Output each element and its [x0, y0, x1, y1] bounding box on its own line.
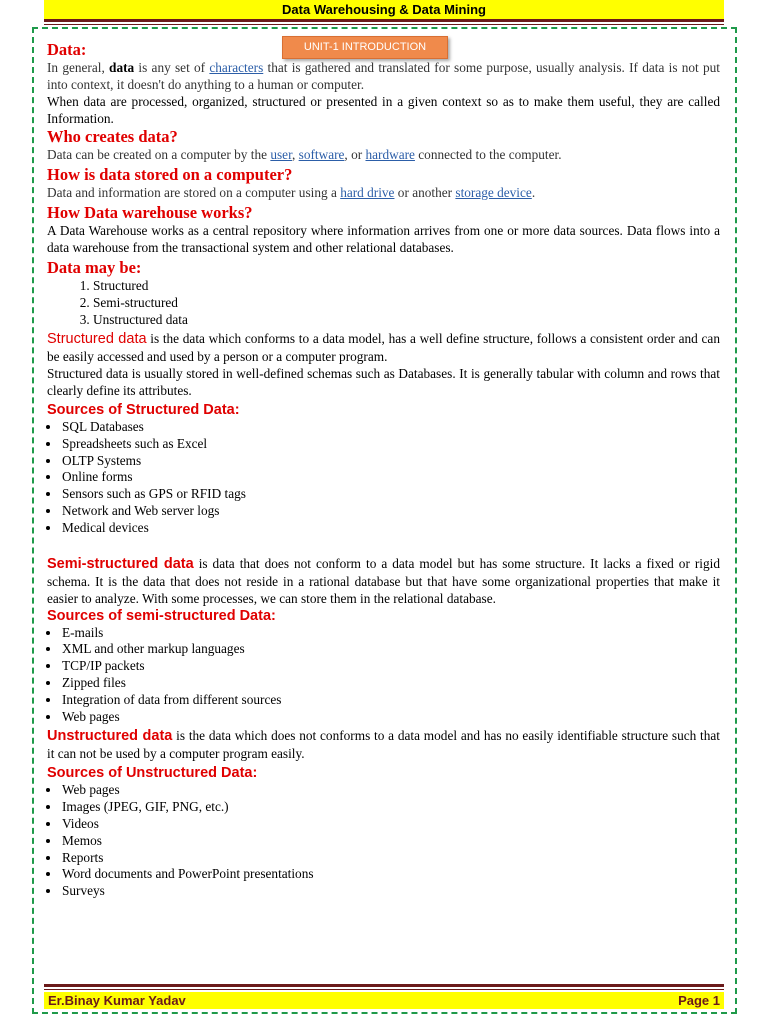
semi-structured-term: Semi-structured data — [47, 555, 194, 572]
list-item: • Web pages — [61, 709, 720, 726]
list-item: • Word documents and PowerPoint presentations — [61, 866, 720, 883]
list-item: • Sensors such as GPS or RFID tags — [61, 486, 720, 503]
list-item: • Medical devices — [61, 520, 720, 537]
heading-data-may-be: Data may be: — [47, 258, 142, 277]
list-item: • Videos — [61, 816, 720, 833]
heading-sources-structured: Sources of Structured Data: — [47, 402, 240, 418]
semi-structured-paragraph — [47, 555, 720, 607]
how-dw-paragraph: A Data Warehouse works as a central repository where information arrives from one or more data sources. Data flows into a data warehouse from the transactional system and other relational databases. — [47, 223, 720, 255]
data-types-list — [47, 277, 720, 328]
structured-sources-list — [47, 419, 720, 537]
text: is the data which conforms to a data model, has a well define structure, follows a consistent order and can be easily accessed and used by a person or a computer program. — [47, 331, 720, 364]
list-item: 3. Unstructured data — [93, 311, 720, 328]
header-rule-thick — [44, 19, 724, 22]
unit-tab: UNIT-1 INTRODUCTION — [282, 36, 448, 59]
hardware-link[interactable]: hardware — [365, 147, 415, 162]
heading-data: Data: — [47, 40, 87, 59]
list-item: • TCP/IP packets — [61, 658, 720, 675]
text: that is gathered and translated for some purpose, usually analysis. If data is not put into context, it doesn't do anything to a human or computer. — [47, 60, 720, 92]
text: connected to the computer. — [414, 147, 562, 162]
text: is the data which does not conforms to a data model and has no easily identifiable structure such that it can not be used by a computer program easily. — [47, 728, 720, 762]
structured-paragraph-2: Structured data is usually stored in well-defined schemas such as Databases. It is generally tabular with column and rows that clearly define its attributes. — [47, 366, 720, 398]
footer-author: Er.Binay Kumar Yadav — [48, 993, 186, 1008]
list-item: • Memos — [61, 833, 720, 850]
footer-rule-thin — [44, 989, 724, 990]
list-item: • Surveys — [61, 883, 720, 900]
who-paragraph — [47, 146, 720, 163]
text: is any set of — [134, 60, 210, 75]
list-item: • Images (JPEG, GIF, PNG, etc.) — [61, 799, 720, 816]
page-header — [44, 0, 724, 19]
list-item: • Network and Web server logs — [61, 503, 720, 520]
header-rule-thin — [44, 24, 724, 25]
text: is data that does not conform to a data model but has some structure. It lacks a fixed or rigid schema. It is the data that does not reside in a rational database but that have some organizational properties that make it easier to analyze. With some processes, we can store them in the relational database. — [47, 555, 720, 606]
header-title: Data Warehousing & Data Mining — [282, 2, 486, 17]
storage-device-link[interactable]: storage device — [455, 185, 532, 200]
list-item: • Zipped files — [61, 675, 720, 692]
structured-paragraph-1 — [47, 330, 720, 365]
text: , or — [344, 147, 366, 162]
text: Data can be created on a computer by the — [47, 147, 271, 162]
heading-how-dw-works: How Data warehouse works? — [47, 203, 253, 222]
unstructured-paragraph — [47, 727, 720, 762]
heading-sources-unstructured: Sources of Unstructured Data: — [47, 765, 258, 782]
data-paragraph-1 — [47, 59, 720, 93]
list-item: 1. Structured — [93, 277, 720, 294]
heading-who-creates: Who creates data? — [47, 127, 178, 146]
list-item: 2. Semi-structured — [93, 294, 720, 311]
software-link[interactable]: software — [298, 147, 345, 162]
footer-rule-thick — [44, 984, 724, 987]
list-item: • Reports — [61, 850, 720, 867]
data-bold-term: data — [109, 60, 135, 75]
characters-link[interactable]: characters — [209, 60, 264, 75]
list-item: • OLTP Systems — [61, 453, 720, 470]
text: or another — [394, 185, 456, 200]
list-item: • Web pages — [61, 782, 720, 799]
list-item: • SQL Databases — [61, 419, 720, 436]
semi-sources-list — [47, 625, 720, 726]
hard-drive-link[interactable]: hard drive — [340, 185, 395, 200]
list-item: • XML and other markup languages — [61, 641, 720, 658]
unstructured-sources-list — [47, 782, 720, 900]
text: , — [291, 147, 299, 162]
heading-sources-semi: Sources of semi-structured Data: — [47, 607, 276, 624]
text: . — [531, 185, 536, 200]
list-item: • E-mails — [61, 625, 720, 642]
heading-how-stored: How is data stored on a computer? — [47, 165, 293, 184]
text: In general, — [47, 60, 110, 75]
text: Data and information are stored on a computer using a — [47, 185, 341, 200]
list-item: • Online forms — [61, 469, 720, 486]
user-link[interactable]: user — [270, 147, 292, 162]
structured-term: Structured data — [47, 331, 147, 347]
page-footer — [44, 992, 724, 1009]
list-item: • Spreadsheets such as Excel — [61, 436, 720, 453]
footer-page-number: Page 1 — [678, 993, 720, 1008]
list-item: • Integration of data from different sources — [61, 692, 720, 709]
page-content — [47, 38, 720, 900]
how-stored-paragraph — [47, 184, 720, 201]
unstructured-term: Unstructured data — [47, 728, 173, 745]
data-paragraph-2: When data are processed, organized, structured or presented in a given context so as to make them useful, they are called Information. — [47, 94, 720, 126]
